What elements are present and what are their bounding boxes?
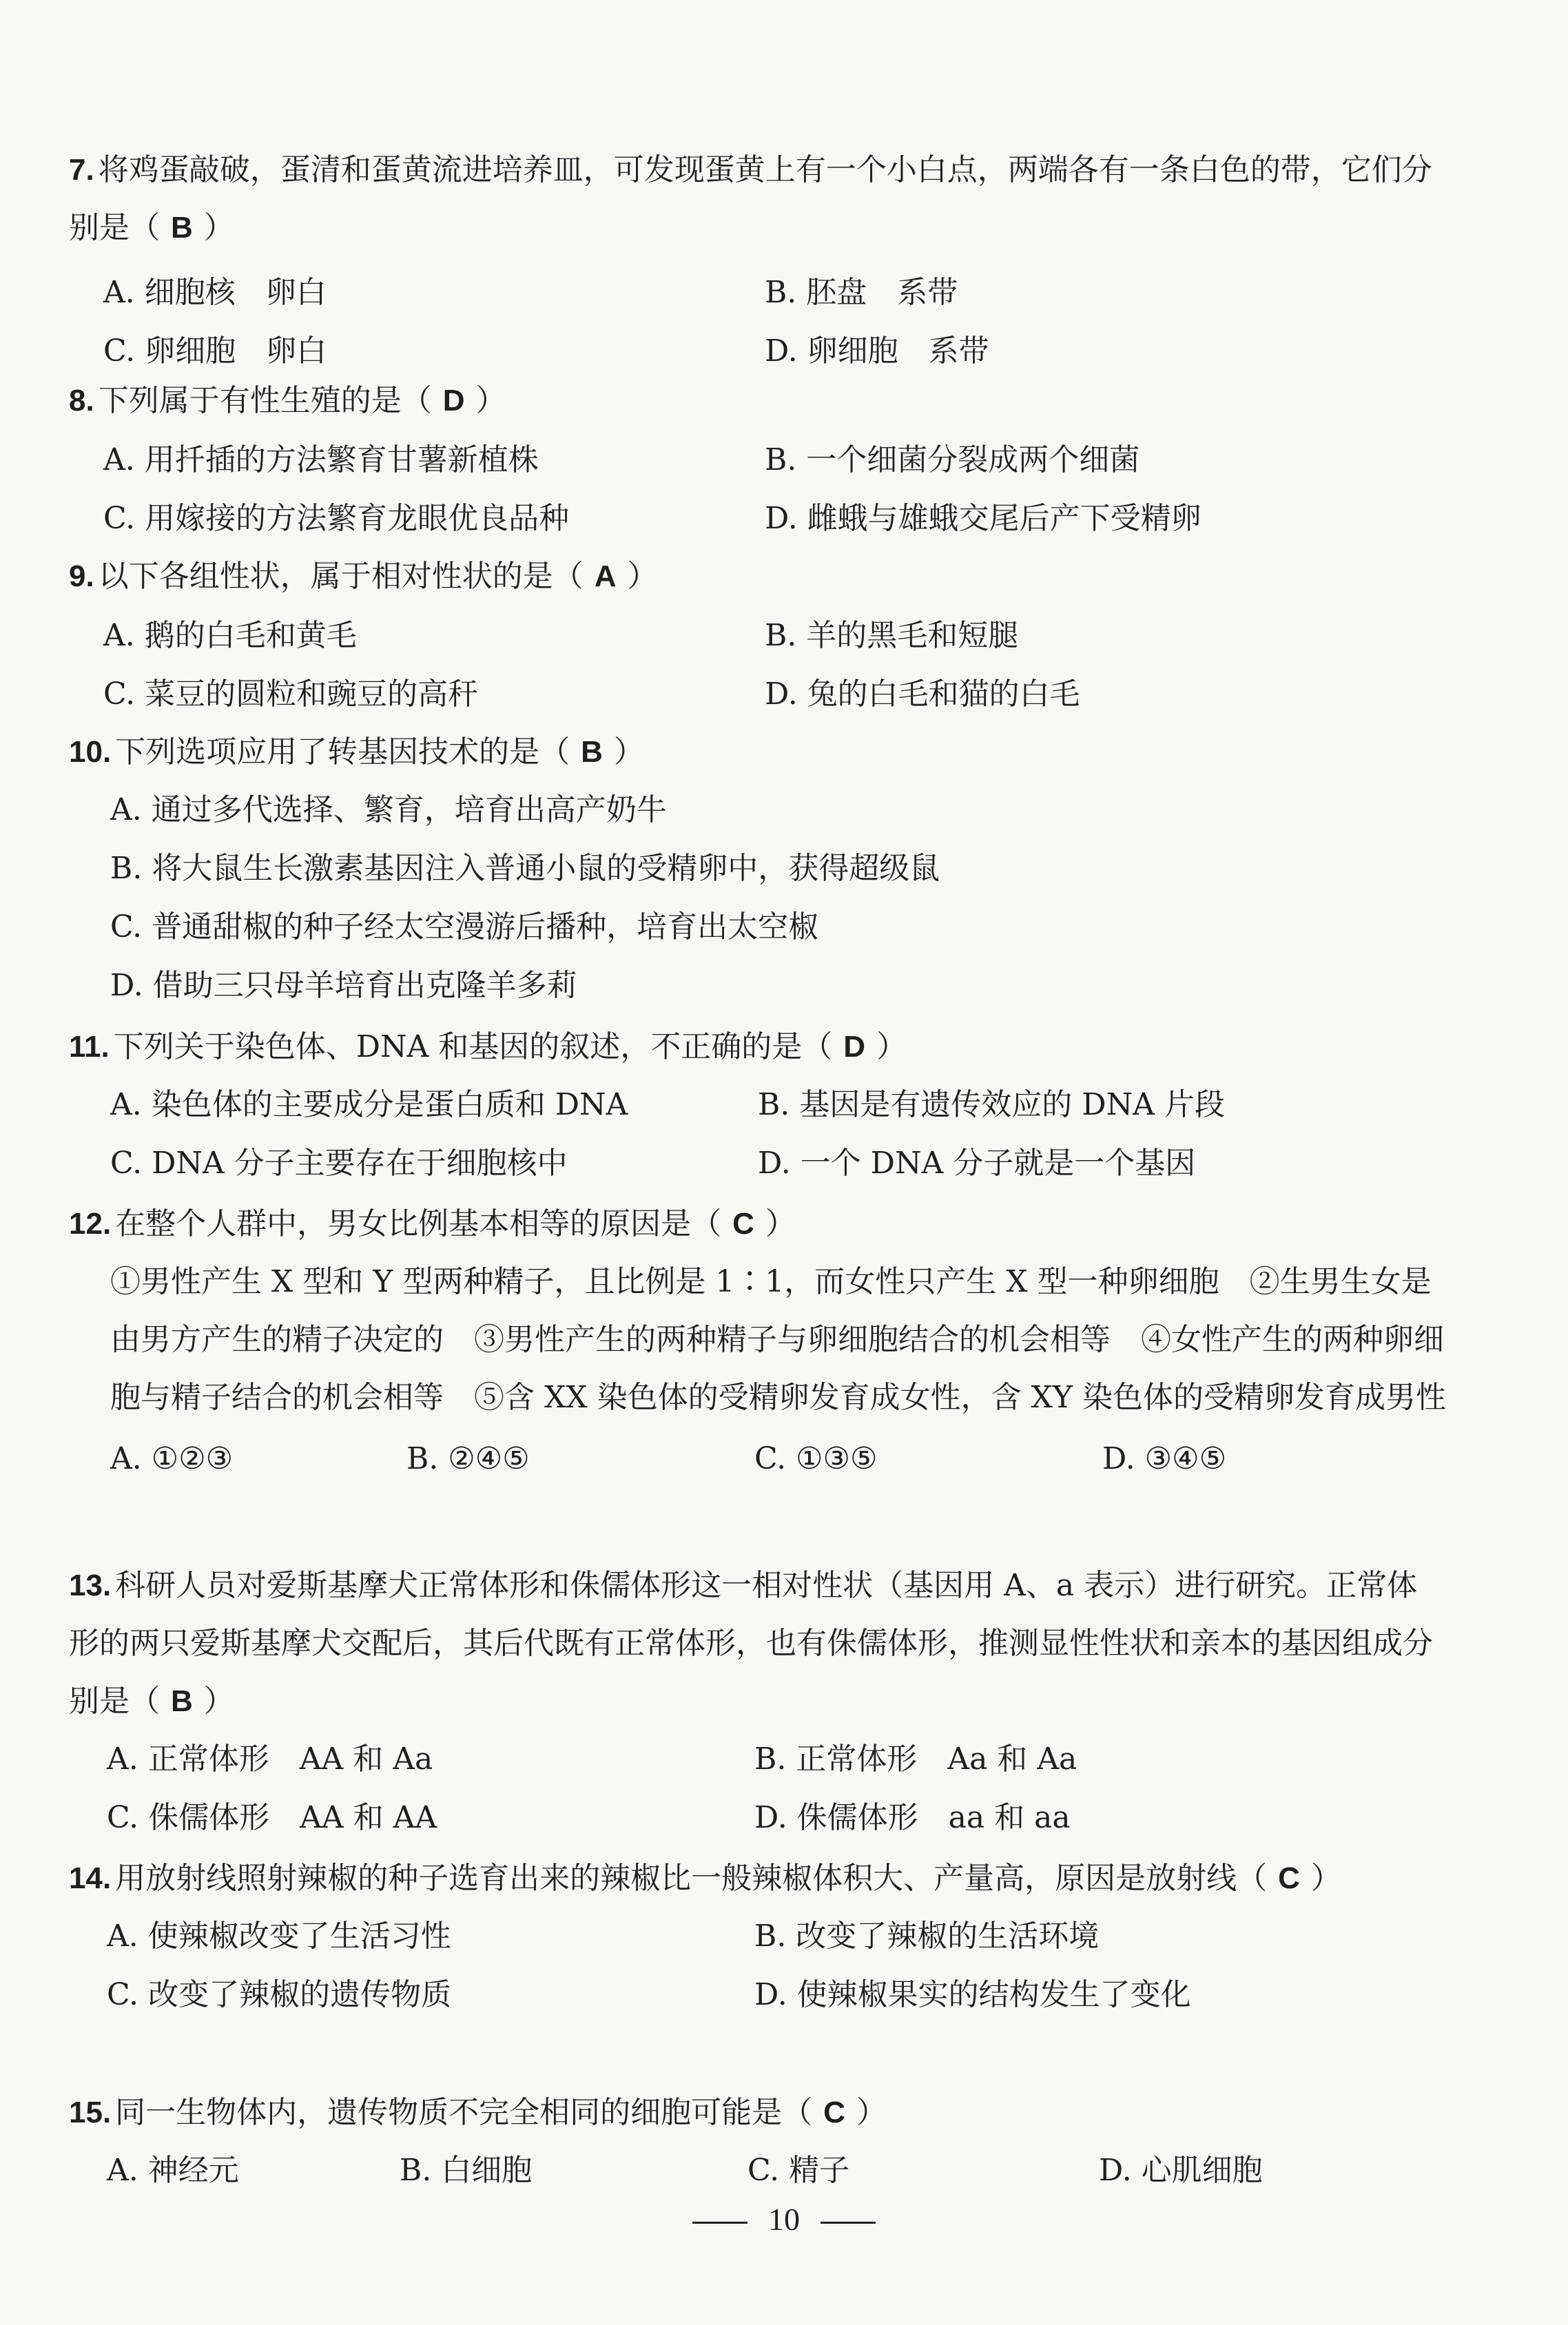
question-9 (69, 548, 1447, 723)
question-number: 13. (69, 1569, 112, 1602)
option-a: A. ①②③ (110, 1441, 234, 1476)
statement-list: ①男性产生 X 型和 Y 型两种精子，且比例是 1∶1，而女性只产生 X 型一种卵细胞 ②生男生女是由男方产生的精子决定的 ③男性产生的两种精子与卵细胞结合的机会相等 ④女性产生的两种卵细胞与精子结合的机会相等 ⑤含 XX 染色体的受精卵发育成女性，含 XY 染色体的受精卵发育成男性 (110, 1264, 1446, 1415)
option-b: B. 胚盘 系带 (765, 275, 958, 310)
question-7 (69, 141, 1447, 381)
question-stem (69, 1557, 1447, 1730)
option-c: C. ①③⑤ (754, 1441, 878, 1476)
option-d: D. 借助三只母羊培育出克隆羊多莉 (110, 968, 577, 1003)
stem-text: 下列选项应用了转基因技术的是（ (115, 734, 570, 769)
option-c: C. 改变了辣椒的遗传物质 (107, 1977, 452, 2012)
question-number: 14. (69, 1861, 112, 1895)
answer-letter: C (1278, 1861, 1300, 1895)
stem-close: ） (627, 559, 658, 594)
page-footer (0, 2201, 1568, 2238)
option-b: B. 正常体形 Aa 和 Aa (754, 1742, 1077, 1777)
question-stem (69, 141, 1447, 257)
option-d: D. 卵细胞 系带 (765, 333, 989, 369)
stem-close: ） (876, 1029, 907, 1064)
option-c: C. DNA 分子主要存在于细胞核中 (110, 1146, 568, 1181)
stem-text: 下列属于有性生殖的是（ (98, 383, 432, 418)
question-number: 9. (69, 559, 94, 593)
answer-letter: D (442, 384, 465, 417)
option-b: B. 羊的黑毛和短腿 (765, 618, 1019, 653)
question-number: 10. (69, 735, 112, 769)
question-14 (69, 1850, 1447, 2025)
options-list (69, 781, 1447, 1015)
answer-letter: D (843, 1030, 866, 1064)
question-stem (69, 1850, 1447, 1908)
answer-letter: B (581, 735, 603, 769)
question-number: 7. (69, 153, 94, 187)
stem-text: 同一生物体内，遗传物质不完全相同的细胞可能是（ (115, 2095, 813, 2130)
question-13 (69, 1557, 1447, 1848)
options-grid (69, 606, 1447, 723)
options-grid (69, 1908, 1447, 2025)
option-a: A. 鹅的白毛和黄毛 (103, 618, 357, 653)
option-a: A. 使辣椒改变了生活习性 (107, 1919, 451, 1954)
question-10 (69, 723, 1447, 1015)
stem-close: ） (1310, 1861, 1341, 1896)
stem-close: ） (203, 1684, 234, 1719)
option-a: A. 细胞核 卵白 (103, 275, 327, 310)
answer-letter: B (171, 211, 193, 245)
option-b: B. 一个细菌分裂成两个细菌 (765, 442, 1140, 477)
answer-letter: C (732, 1207, 754, 1241)
option-d: D. 兔的白毛和猫的白毛 (765, 676, 1080, 712)
question-11 (69, 1018, 1447, 1193)
options-grid (69, 430, 1447, 547)
options-row (69, 2142, 1447, 2204)
option-d: D. 使辣椒果实的结构发生了变化 (754, 1977, 1191, 2012)
question-stem (69, 723, 1447, 781)
footer-rule-left (692, 2222, 747, 2224)
option-b: B. 基因是有遗传效应的 DNA 片段 (758, 1087, 1225, 1122)
question-stem (69, 1195, 1447, 1253)
option-a: A. 正常体形 AA 和 Aa (107, 1742, 433, 1777)
option-d: D. 一个 DNA 分子就是一个基因 (758, 1146, 1196, 1181)
option-c: C. 普通甜椒的种子经太空漫游后播种，培育出太空椒 (110, 909, 819, 944)
option-b: B. 将大鼠生长激素基因注入普通小鼠的受精卵中，获得超级鼠 (110, 851, 940, 886)
question-number: 8. (69, 384, 94, 417)
question-stem (69, 372, 1447, 430)
question-number: 15. (69, 2096, 112, 2129)
option-d: D. 心肌细胞 (1099, 2153, 1263, 2188)
option-a: A. 神经元 (107, 2153, 239, 2188)
stem-text: 用放射线照射辣椒的种子选育出来的辣椒比一般辣椒体积大、产量高，原因是放射线（ (115, 1861, 1268, 1896)
stem-text: 科研人员对爱斯基摩犬正常体形和侏儒体形这一相对性状（基因用 A、a 表示）进行研究。正常体形的两只爱斯基摩犬交配后，其后代既有正常体形，也有侏儒体形，推测显性性状和亲本的基因组成分别是（ (69, 1568, 1433, 1719)
question-number: 12. (69, 1207, 112, 1241)
stem-close: ） (856, 2095, 887, 2130)
option-c: C. 侏儒体形 AA 和 AA (107, 1800, 437, 1835)
stem-close: ） (765, 1206, 796, 1241)
question-number: 11. (69, 1030, 110, 1064)
option-b: B. ②④⑤ (406, 1441, 530, 1476)
question-stem (69, 548, 1447, 606)
option-a: A. 染色体的主要成分是蛋白质和 DNA (110, 1087, 628, 1122)
option-c: C. 用嫁接的方法繁育龙眼优良品种 (103, 501, 570, 536)
question-12 (69, 1195, 1447, 1489)
stem-close: ） (203, 210, 234, 245)
option-b: B. 改变了辣椒的生活环境 (754, 1919, 1100, 1954)
stem-text: 以下各组性状，属于相对性状的是（ (98, 559, 584, 594)
answer-letter: C (823, 2096, 845, 2129)
options-grid (69, 1730, 1447, 1848)
option-c: C. 卵细胞 卵白 (103, 333, 327, 369)
stem-close: ） (475, 383, 506, 418)
stem-text: 下列关于染色体、DNA 和基因的叙述，不正确的是（ (113, 1029, 833, 1064)
question-stem (69, 1018, 1447, 1076)
options-grid (69, 257, 1447, 381)
stem-close: ） (613, 734, 644, 769)
question-8 (69, 372, 1447, 547)
option-c: C. 菜豆的圆粒和豌豆的高秆 (103, 676, 479, 712)
option-c: C. 精子 (747, 2153, 850, 2188)
option-a: A. 用扦插的方法繁育甘薯新植株 (103, 442, 539, 477)
options-grid (69, 1076, 1447, 1193)
footer-rule-right (821, 2222, 876, 2224)
option-a: A. 通过多代选择、繁育，培育出高产奶牛 (110, 792, 667, 827)
options-row (69, 1427, 1447, 1489)
option-d: D. 侏儒体形 aa 和 aa (754, 1800, 1071, 1835)
option-d: D. ③④⑤ (1102, 1441, 1227, 1476)
answer-letter: B (171, 1684, 193, 1718)
question-15 (69, 2084, 1447, 2204)
option-b: B. 白细胞 (400, 2153, 533, 2188)
option-d: D. 雌蛾与雄蛾交尾后产下受精卵 (765, 501, 1201, 536)
answer-letter: A (594, 559, 617, 593)
stem-text: 在整个人群中，男女比例基本相等的原因是（ (115, 1206, 722, 1241)
page-number: 10 (768, 2202, 800, 2237)
question-stem (69, 2084, 1447, 2142)
stem-text: 将鸡蛋敲破，蛋清和蛋黄流进培养皿，可发现蛋黄上有一个小白点，两端各有一条白色的带，它们分别是（ (69, 152, 1432, 245)
